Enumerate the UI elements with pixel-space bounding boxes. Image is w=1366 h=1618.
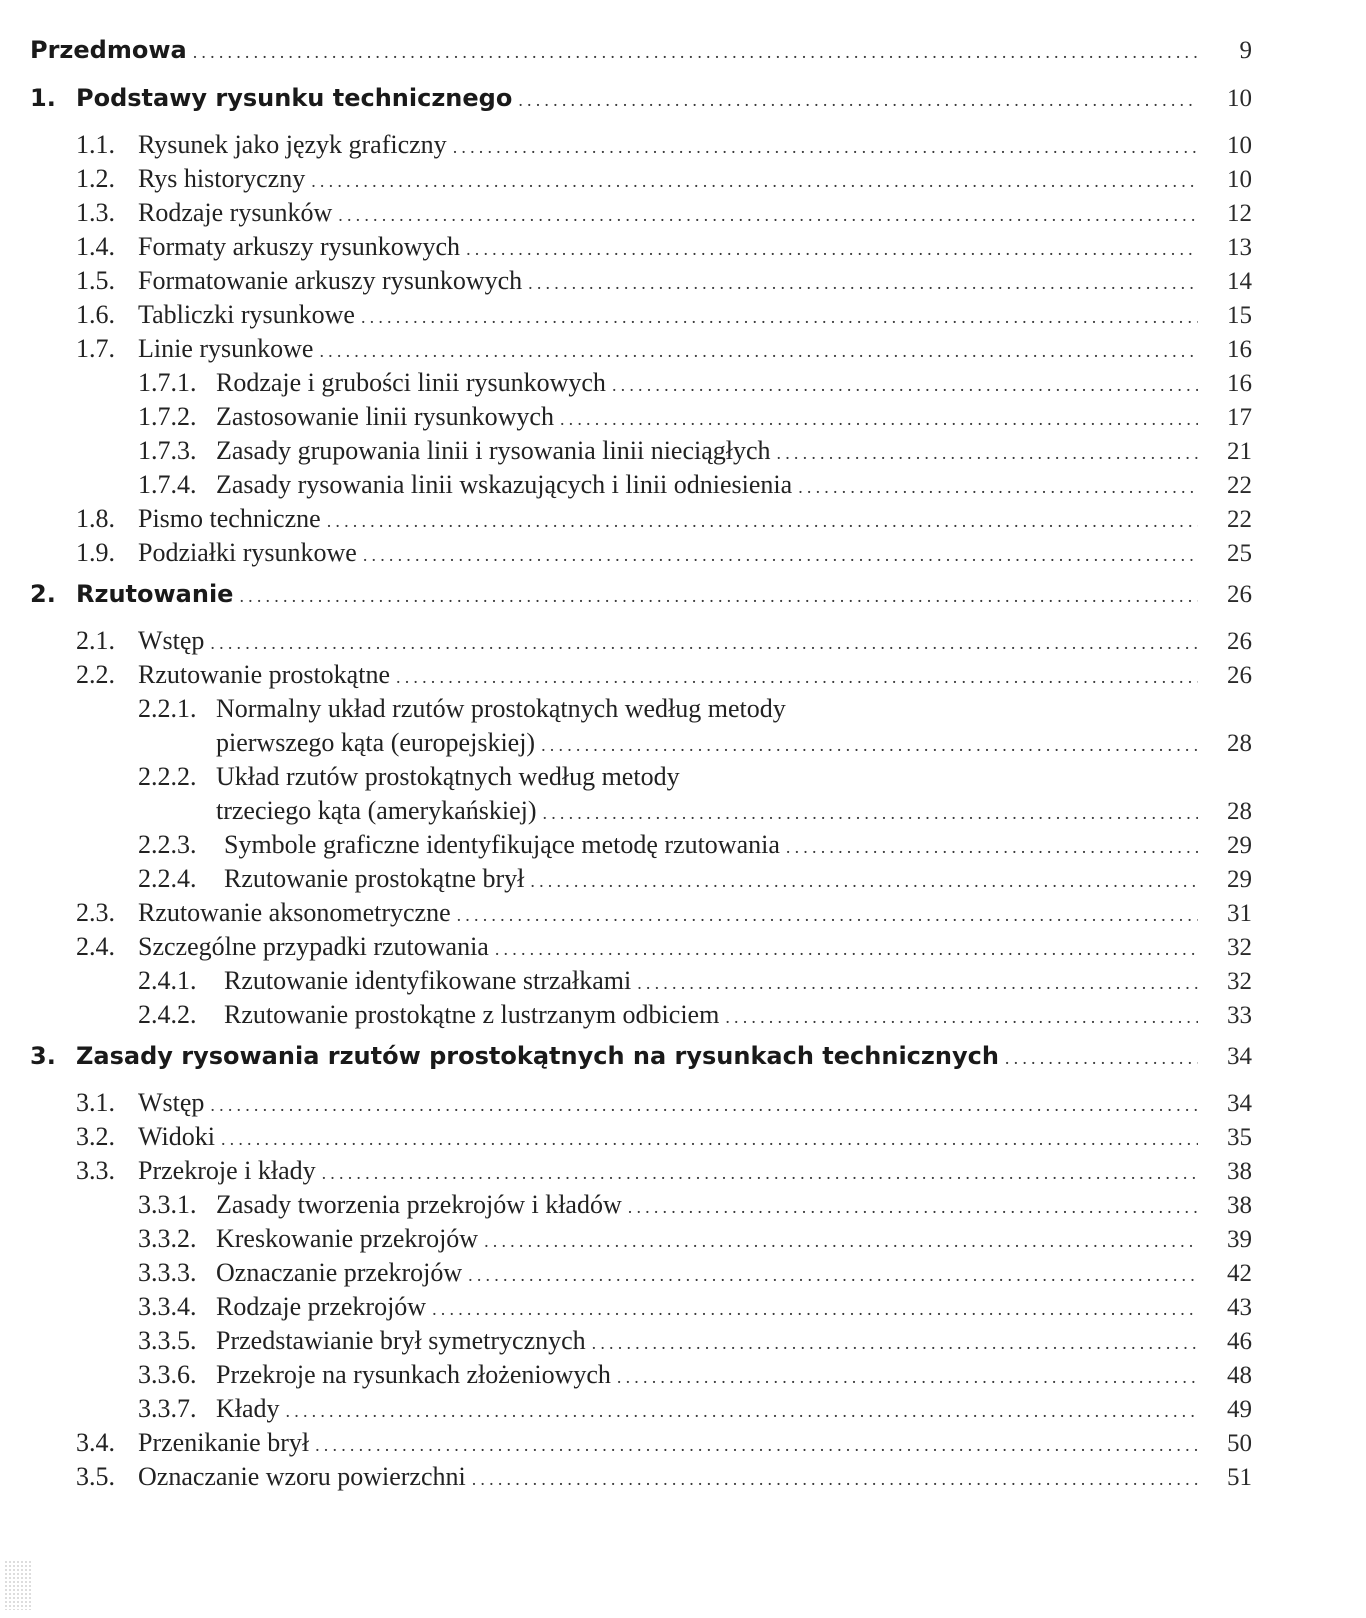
toc-subsection[interactable] [138, 1258, 1252, 1288]
dot-leader [560, 409, 1198, 430]
toc-number: 3.3.5. [138, 1326, 197, 1355]
toc-section[interactable] [76, 504, 1252, 534]
toc-title-continuation: pierwszego kąta (europejskiej) [216, 728, 536, 757]
dot-leader [495, 939, 1198, 960]
dot-leader [468, 1265, 1198, 1286]
dot-leader [193, 42, 1198, 63]
toc-preface[interactable] [30, 36, 1252, 65]
toc-subsection[interactable] [138, 436, 1252, 466]
toc-page-number: 32 [1227, 968, 1252, 995]
toc-title: Rodzaje rysunków [138, 198, 333, 227]
toc-title: Normalny układ rzutów prostokątnych według metody [216, 694, 786, 723]
toc-title: Podziałki rysunkowe [138, 538, 357, 567]
dot-leader [453, 137, 1198, 158]
toc-number: 2.2.4. [138, 864, 197, 893]
toc-title: Kreskowanie przekrojów [216, 1224, 479, 1253]
dot-leader [612, 375, 1198, 396]
toc-title: Szczególne przypadki rzutowania [138, 932, 489, 961]
toc-title: Rys historyczny [138, 164, 306, 193]
dot-leader [338, 205, 1198, 226]
toc-number: 1.7.1. [138, 368, 197, 397]
toc-title: Zasady rysowania rzutów prostokątnych na rysunkach technicznych [76, 1042, 999, 1070]
dot-leader [592, 1333, 1198, 1354]
toc-title: Rzutowanie prostokątne z lustrzanym odbiciem [224, 1000, 720, 1029]
toc-subsection[interactable] [216, 796, 1252, 826]
dot-leader [221, 1129, 1198, 1150]
toc-number: 3. [30, 1042, 56, 1070]
dot-leader [484, 1231, 1198, 1252]
dot-leader [363, 545, 1198, 566]
toc-page-number: 39 [1227, 1226, 1252, 1253]
toc-subsection[interactable] [138, 1190, 1252, 1220]
toc-number: 3.3.2. [138, 1224, 197, 1253]
toc-title: Rodzaje i grubości linii rysunkowych [216, 368, 606, 397]
toc-title: Rzutowanie prostokątne brył [224, 864, 525, 893]
toc-number: 3.5. [76, 1462, 115, 1491]
toc-title: Rzutowanie identyfikowane strzałkami [224, 966, 632, 995]
dot-leader [315, 1435, 1198, 1456]
toc-section[interactable] [76, 1122, 1252, 1152]
toc-number: 1.7.4. [138, 470, 197, 499]
toc-page-number: 28 [1227, 798, 1252, 825]
toc-page-number: 13 [1227, 234, 1252, 261]
toc-subsection[interactable] [138, 1224, 1252, 1254]
dot-leader [319, 341, 1198, 362]
toc-page-number: 28 [1227, 730, 1252, 757]
toc-number: 2.1. [76, 626, 115, 655]
toc-page-number: 35 [1227, 1124, 1252, 1151]
toc-page-number: 15 [1227, 302, 1252, 329]
toc-chapter[interactable] [30, 580, 1252, 609]
toc-section[interactable] [76, 898, 1252, 928]
toc-page-number: 32 [1227, 934, 1252, 961]
toc-number: 1.7.3. [138, 436, 197, 465]
toc-number: 1.3. [76, 198, 115, 227]
dot-leader [518, 90, 1198, 111]
toc-number: 1.2. [76, 164, 115, 193]
toc-number: 1.7. [76, 334, 115, 363]
toc-page-number: 46 [1227, 1328, 1252, 1355]
toc-section[interactable] [76, 1088, 1252, 1118]
toc-title: Przenikanie brył [138, 1428, 310, 1457]
toc-title: Wstęp [138, 1088, 205, 1117]
toc-page-number: 10 [1227, 166, 1252, 193]
toc-subsection[interactable] [138, 1360, 1252, 1390]
toc-subsection[interactable] [138, 864, 1252, 894]
dot-leader [322, 1163, 1198, 1184]
toc-section[interactable] [76, 266, 1252, 296]
toc-number: 1. [30, 84, 56, 112]
toc-subsection[interactable] [138, 966, 1252, 996]
dot-leader [725, 1007, 1198, 1028]
toc-number: 3.3.7. [138, 1394, 197, 1423]
toc-page-number: 9 [1239, 37, 1252, 64]
toc-page-number: 16 [1227, 370, 1252, 397]
toc-number: 3.3.6. [138, 1360, 197, 1389]
toc-page-number: 22 [1227, 506, 1252, 533]
toc-page-number: 10 [1227, 85, 1252, 112]
toc-number: 2.4.2. [138, 1000, 197, 1029]
toc-title: Zastosowanie linii rysunkowych [216, 402, 554, 431]
toc-number: 3.3. [76, 1156, 115, 1185]
toc-title: Widoki [138, 1122, 215, 1151]
toc-number: 2. [30, 580, 56, 608]
toc-title: Rodzaje przekrojów [216, 1292, 427, 1321]
toc-number: 2.2.1. [138, 694, 197, 723]
toc-page-number: 34 [1227, 1043, 1252, 1070]
toc-number: 1.6. [76, 300, 115, 329]
toc-page-number: 50 [1227, 1430, 1252, 1457]
toc-section[interactable] [76, 1156, 1252, 1186]
toc-page-number: 38 [1227, 1158, 1252, 1185]
toc-subsection[interactable] [216, 728, 1252, 758]
toc-title: Układ rzutów prostokątnych według metody [216, 762, 680, 791]
toc-title: Oznaczanie wzoru powierzchni [138, 1462, 466, 1491]
scan-noise [4, 1560, 32, 1610]
toc-page-number: 26 [1227, 628, 1252, 655]
toc-page-number: 26 [1227, 581, 1252, 608]
toc-page-number: 49 [1227, 1396, 1252, 1423]
toc-subsection[interactable] [138, 1000, 1252, 1030]
toc-section[interactable] [76, 164, 1252, 194]
toc-page-number: 42 [1227, 1260, 1252, 1287]
toc-page-number: 16 [1227, 336, 1252, 363]
toc-page-number: 12 [1227, 200, 1252, 227]
toc-title: Przedmowa [30, 36, 187, 64]
dot-leader [286, 1401, 1198, 1422]
toc-page-number: 31 [1227, 900, 1252, 927]
toc-number: 2.3. [76, 898, 115, 927]
toc-section[interactable] [76, 198, 1252, 228]
dot-leader [617, 1367, 1198, 1388]
toc-title: Pismo techniczne [138, 504, 321, 533]
dot-leader [528, 273, 1198, 294]
toc-title: Formatowanie arkuszy rysunkowych [138, 266, 523, 295]
toc-subsection-first-line[interactable] [138, 694, 1252, 724]
toc-title: Zasady rysowania linii wskazujących i linii odniesienia [216, 470, 793, 499]
toc-subsection[interactable] [138, 1292, 1252, 1322]
toc-title: Rzutowanie aksonometryczne [138, 898, 451, 927]
dot-leader [541, 735, 1198, 756]
toc-title: Przedstawianie brył symetrycznych [216, 1326, 586, 1355]
toc-title: Przekroje na rysunkach złożeniowych [216, 1360, 611, 1389]
dot-leader [786, 837, 1198, 858]
toc-subsection-first-line[interactable] [138, 762, 1252, 792]
toc-section[interactable] [76, 334, 1252, 364]
toc-title: Rzutowanie prostokątne [138, 660, 390, 689]
dot-leader [628, 1197, 1198, 1218]
toc-title: Symbole graficzne identyfikujące metodę rzutowania [224, 830, 780, 859]
toc-number: 1.7.2. [138, 402, 197, 431]
dot-leader [361, 307, 1198, 328]
toc-section[interactable] [76, 932, 1252, 962]
toc-chapter[interactable] [30, 84, 1252, 113]
toc-page-number: 26 [1227, 662, 1252, 689]
toc-section[interactable] [76, 232, 1252, 262]
toc-number: 2.2. [76, 660, 115, 689]
toc-page-number: 21 [1227, 438, 1252, 465]
toc-chapter[interactable] [30, 1042, 1252, 1071]
dot-leader [543, 803, 1199, 824]
toc-subsection[interactable] [138, 368, 1252, 398]
toc-subsection[interactable] [138, 1326, 1252, 1356]
toc-title: Tabliczki rysunkowe [138, 300, 355, 329]
toc-subsection[interactable] [138, 470, 1252, 500]
toc-title: Zasady grupowania linii i rysowania linii nieciągłych [216, 436, 771, 465]
toc-subsection[interactable] [138, 402, 1252, 432]
toc-section[interactable] [76, 660, 1252, 690]
toc-page-number: 22 [1227, 472, 1252, 499]
toc-subsection[interactable] [138, 1394, 1252, 1424]
toc-title: Kłady [216, 1394, 280, 1423]
toc-section[interactable] [76, 538, 1252, 568]
toc-page-number: 51 [1227, 1464, 1252, 1491]
dot-leader [466, 239, 1198, 260]
toc-number: 3.3.4. [138, 1292, 197, 1321]
toc-page-number: 29 [1227, 832, 1252, 859]
dot-leader [777, 443, 1198, 464]
toc-page-number: 38 [1227, 1192, 1252, 1219]
toc-page-number: 25 [1227, 540, 1252, 567]
dot-leader [1005, 1048, 1198, 1069]
toc-title: Linie rysunkowe [138, 334, 314, 363]
toc-title-continuation: trzeciego kąta (amerykańskiej) [216, 796, 537, 825]
dot-leader [637, 973, 1198, 994]
toc-section[interactable] [76, 130, 1252, 160]
toc-number: 3.2. [76, 1122, 115, 1151]
toc-number: 3.3.1. [138, 1190, 197, 1219]
toc-page-number: 17 [1227, 404, 1252, 431]
toc-number: 2.2.3. [138, 830, 197, 859]
toc-section[interactable] [76, 1462, 1252, 1492]
toc-title: Zasady tworzenia przekrojów i kładów [216, 1190, 622, 1219]
toc-page-number: 10 [1227, 132, 1252, 159]
toc-number: 1.4. [76, 232, 115, 261]
toc-section[interactable] [76, 1428, 1252, 1458]
toc-number: 2.4. [76, 932, 115, 961]
toc-number: 3.1. [76, 1088, 115, 1117]
toc-section[interactable] [76, 300, 1252, 330]
toc-page-number: 34 [1227, 1090, 1252, 1117]
toc-number: 2.2.2. [138, 762, 197, 791]
dot-leader [210, 633, 1198, 654]
toc-page-number: 29 [1227, 866, 1252, 893]
toc-title: Podstawy rysunku technicznego [76, 84, 513, 112]
dot-leader [457, 905, 1198, 926]
dot-leader [798, 477, 1198, 498]
toc-page-number: 43 [1227, 1294, 1252, 1321]
dot-leader [432, 1299, 1198, 1320]
dot-leader [210, 1095, 1198, 1116]
toc-page-number: 48 [1227, 1362, 1252, 1389]
dot-leader [396, 667, 1198, 688]
dot-leader [239, 586, 1198, 607]
dot-leader [472, 1469, 1198, 1490]
toc-title: Przekroje i kłady [138, 1156, 316, 1185]
toc-number: 1.9. [76, 538, 115, 567]
dot-leader [530, 871, 1198, 892]
toc-title: Rzutowanie [76, 580, 234, 608]
toc-number: 3.3.3. [138, 1258, 197, 1287]
toc-number: 3.4. [76, 1428, 115, 1457]
toc-number: 1.1. [76, 130, 115, 159]
toc-page-number: 14 [1227, 268, 1252, 295]
toc-subsection[interactable] [138, 830, 1252, 860]
dot-leader [327, 511, 1198, 532]
toc-title: Oznaczanie przekrojów [216, 1258, 463, 1287]
toc-title: Wstęp [138, 626, 205, 655]
toc-section[interactable] [76, 626, 1252, 656]
toc-page-number: 33 [1227, 1002, 1252, 1029]
toc-number: 2.4.1. [138, 966, 197, 995]
dot-leader [311, 171, 1198, 192]
toc-number: 1.8. [76, 504, 115, 533]
toc-title: Formaty arkuszy rysunkowych [138, 232, 461, 261]
toc-number: 1.5. [76, 266, 115, 295]
toc-title: Rysunek jako język graficzny [138, 130, 447, 159]
